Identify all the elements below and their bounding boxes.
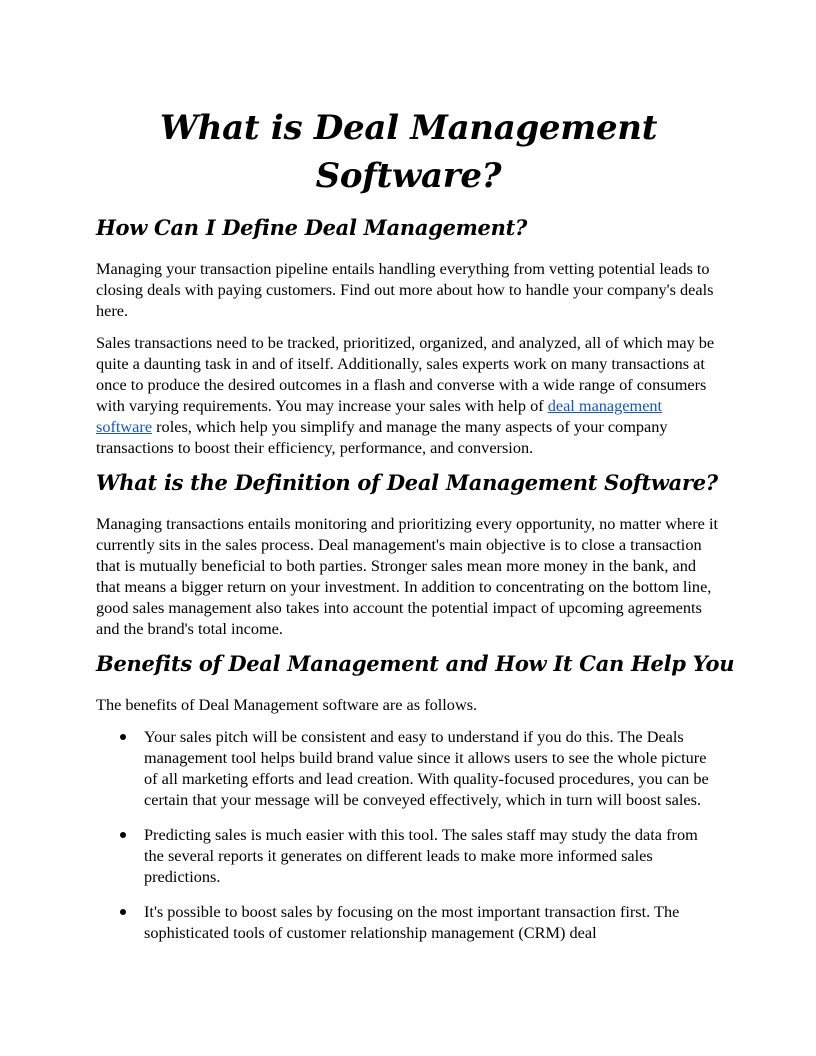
deal-management-software-link[interactable]: deal management software	[96, 396, 663, 436]
bullet-icon	[120, 832, 126, 838]
list-item	[96, 824, 721, 887]
list-item	[96, 901, 721, 943]
benefits-intro: The benefits of Deal Management software are as follows.	[96, 695, 478, 714]
heading-define-deal-management: How Can I Define Deal Management?	[96, 215, 527, 240]
paragraph: Managing transactions entails monitoring and prioritizing every opportunity, no matter where it currently sits in the sales process. Deal management's main objective is to close a transaction that is mutually beneficial to both parties. Stronger sales mean more money in the bank, and that means a bigger return on your investment. In addition to concentrating on the bottom line, good sales management also takes into account the potential impact of upcoming agreements and the brand's total income.	[96, 514, 719, 638]
paragraph-text: Sales transactions need to be tracked, prioritized, organized, and analyzed, all of which may be quite a daunting task in and of itself. Additionally, sales experts work on many transactions at once to produce the desired outcomes in a flash and converse with a wide range of consumers with varying requirements. You may increase your sales with help of	[96, 333, 715, 415]
bullet-icon	[120, 909, 126, 915]
heading-definition-software: What is the Definition of Deal Management Software?	[96, 470, 718, 495]
paragraph: Managing your transaction pipeline entails handling everything from vetting potential leads to closing deals with paying customers. Find out more about how to handle your company's deals here.	[96, 259, 714, 320]
document-page	[96, 104, 735, 957]
list-item-text: It's possible to boost sales by focusing on the most important transaction first. The sophisticated tools of customer relationship management (CRM) deal	[144, 902, 680, 942]
paragraph-text: roles, which help you simplify and manage the many aspects of your company transactions to boost their efficiency, performance, and conversion.	[96, 417, 668, 457]
list-item	[96, 726, 721, 810]
paragraph	[96, 332, 721, 458]
heading-benefits: Benefits of Deal Management and How It Can Help You	[96, 651, 735, 676]
list-item-text: Predicting sales is much easier with this tool. The sales staff may study the data from the several reports it generates on different leads to make more informed sales predictions.	[144, 825, 698, 886]
document-title: What is Deal Management Software?	[159, 108, 658, 196]
bullet-icon	[120, 734, 126, 740]
benefits-list	[96, 726, 721, 943]
list-item-text: Your sales pitch will be consistent and easy to understand if you do this. The Deals management tool helps build brand value since it allows users to see the whole picture of all marketing efforts and lead creation. With quality-focused procedures, you can be certain that your message will be conveyed effectively, which in turn will boost sales.	[144, 727, 709, 809]
